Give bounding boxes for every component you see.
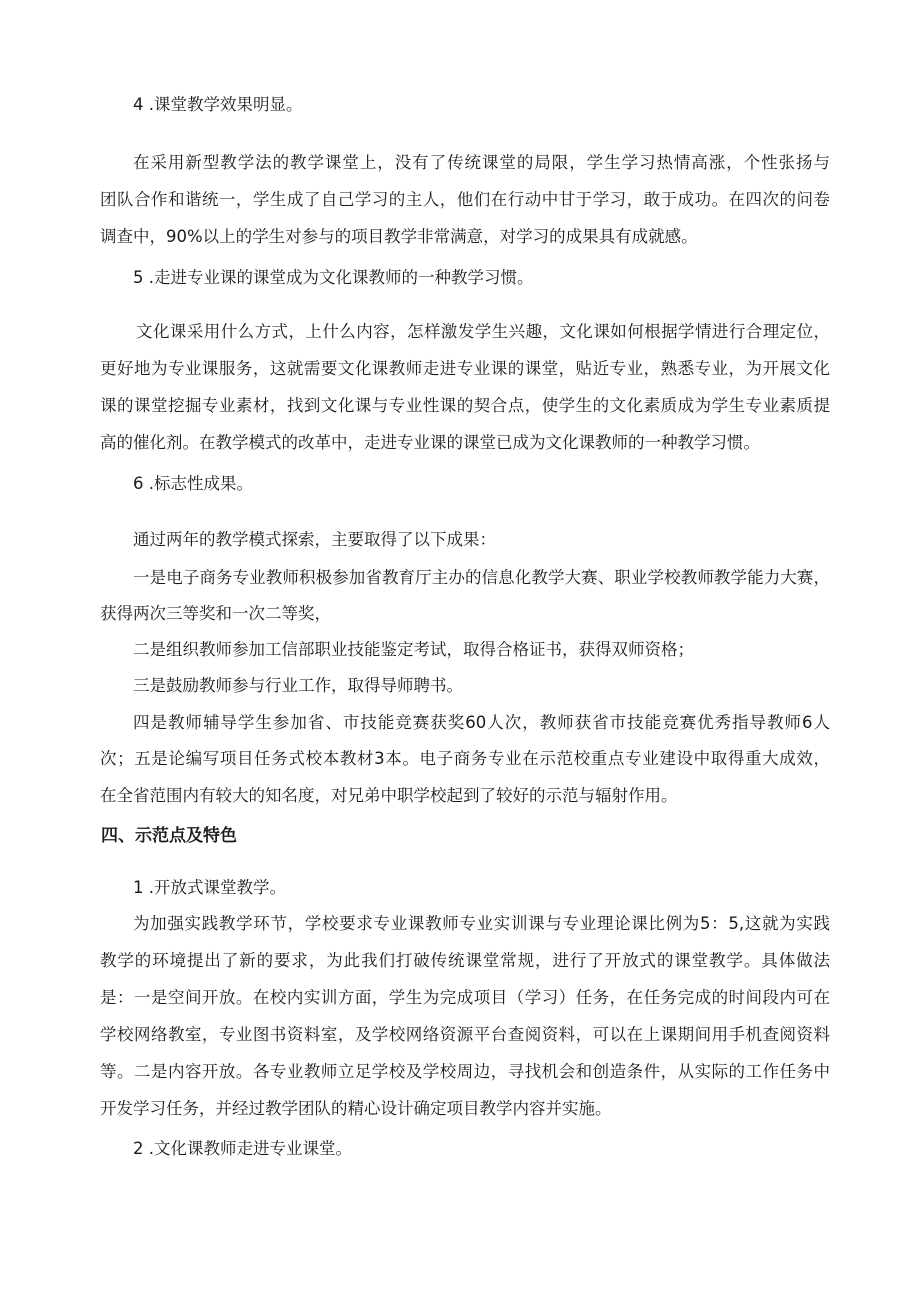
- paragraph-line: 在全省范围内有较大的知名度，对兄弟中职学校起到了较好的示范与辐射作用。: [100, 786, 678, 805]
- paragraph-line: 在采用新型教学法的教学课堂上，没有了传统课堂的局限，学生学习热情高涨，个性张扬与: [133, 153, 830, 172]
- paragraph-line: 调查中，90%以上的学生对参与的项目教学非常满意，对学习的成果具有成就感。: [100, 227, 698, 246]
- paragraph-line: 次；五是论编写项目任务式校本教材3本。电子商务专业在示范校重点专业建设中取得重大成效，: [100, 749, 830, 768]
- paragraph-line: 学校网络教室，专业图书资料室，及学校网络资源平台查阅资料，可以在上课期间用手机查阅资料: [100, 1025, 830, 1044]
- paragraph-line: 为加强实践教学环节，学校要求专业课教师专业实训课与专业理论课比例为5：5,这就为实践: [133, 914, 830, 933]
- sub-item-1-title: 1 .开放式课堂教学。: [133, 878, 286, 897]
- paragraph-line: 一是电子商务专业教师积极参加省教育厅主办的信息化教学大赛、职业学校教师教学能力大赛，: [133, 568, 830, 587]
- paragraph-line: 三是鼓励教师参与行业工作，取得导师聘书。: [133, 676, 463, 695]
- paragraph-line: 四是教师辅导学生参加省、市技能竞赛获奖60人次，教师获省市技能竞赛优秀指导教师6人: [133, 713, 830, 732]
- paragraph-line: 开发学习任务，并经过教学团队的精心设计确定项目教学内容并实施。: [100, 1099, 612, 1118]
- list-item-6-title: 6 .标志性成果。: [133, 474, 253, 493]
- paragraph-line: 是：一是空间开放。在校内实训方面，学生为完成项目（学习）任务，在任务完成的时间段内可在: [100, 988, 830, 1007]
- paragraph-line: 二是组织教师参加工信部职业技能鉴定考试，取得合格证书，获得双师资格；: [133, 640, 694, 659]
- paragraph-line: 课的课堂挖掘专业素材，找到文化课与专业性课的契合点，使学生的文化素质成为学生专业素质提: [100, 396, 830, 415]
- sub-item-2-title: 2 .文化课教师走进专业课堂。: [133, 1139, 352, 1158]
- list-item-4-title: 4 .课堂教学效果明显。: [133, 95, 303, 114]
- paragraph-line: 更好地为专业课服务，这就需要文化课教师走进专业课的课堂，贴近专业，熟悉专业，为开展文化: [100, 359, 830, 378]
- paragraph-line: 通过两年的教学模式探索，主要取得了以下成果：: [133, 530, 496, 549]
- list-item-5-title: 5 .走进专业课的课堂成为文化课教师的一种教学习惯。: [133, 268, 534, 287]
- paragraph-line: 高的催化剂。在教学模式的改革中，走进专业课的课堂已成为文化课教师的一种教学习惯。: [100, 433, 760, 452]
- section-heading: 四、示范点及特色: [101, 826, 237, 846]
- paragraph-line: 教学的环境提出了新的要求，为此我们打破传统课堂常规，进行了开放式的课堂教学。具体做法: [100, 951, 830, 970]
- paragraph-line: 文化课采用什么方式，上什么内容，怎样激发学生兴趣，文化课如何根据学情进行合理定位，: [136, 322, 830, 341]
- paragraph-line: 团队合作和谐统一，学生成了自己学习的主人，他们在行动中甘于学习，敢于成功。在四次的问卷: [100, 190, 830, 209]
- paragraph-line: 等。二是内容开放。各专业教师立足学校及学校周边，寻找机会和创造条件，从实际的工作任务中: [100, 1062, 830, 1081]
- paragraph-line: 获得两次三等奖和一次二等奖，: [100, 604, 331, 623]
